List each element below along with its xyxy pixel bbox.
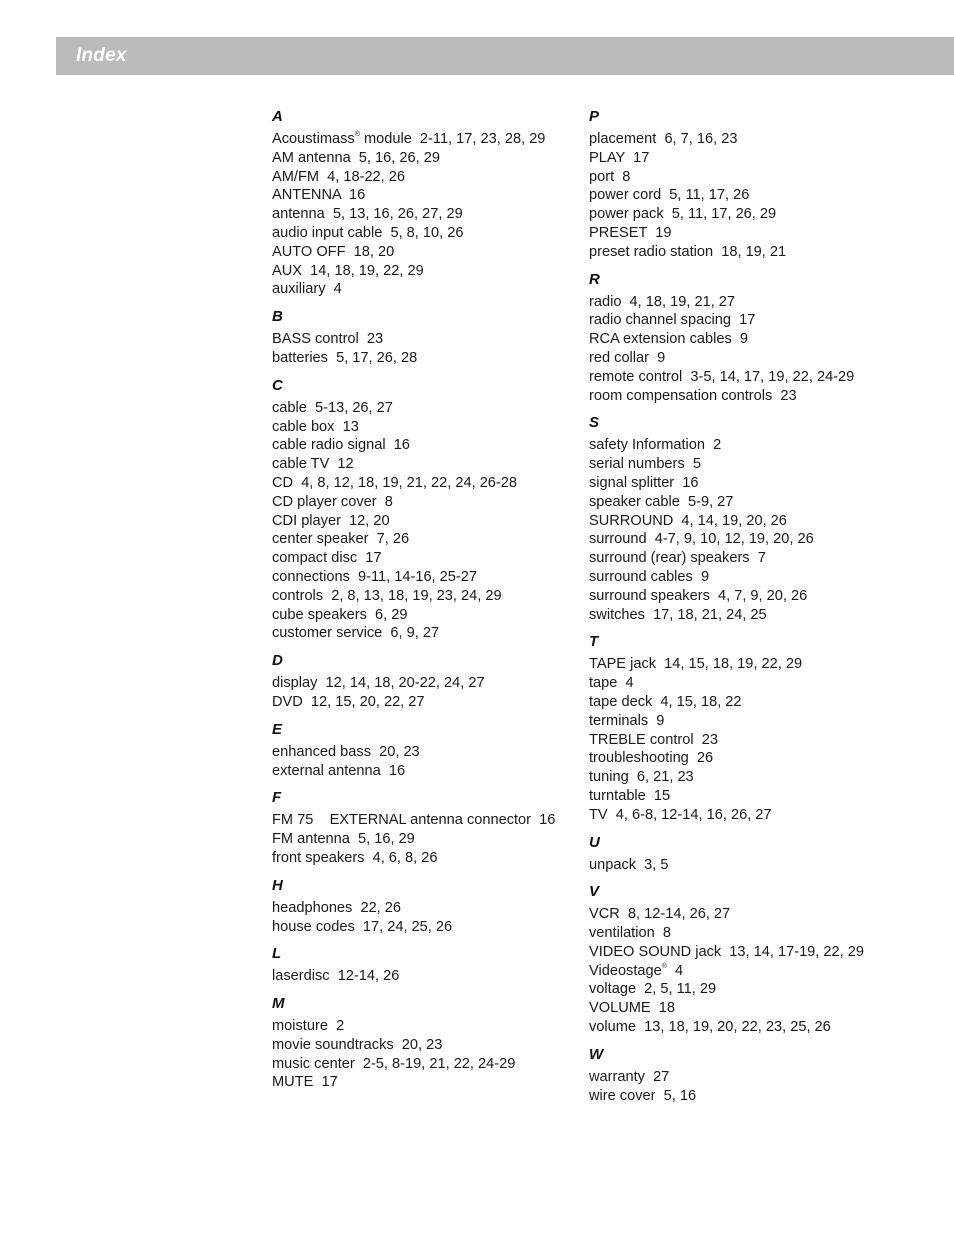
index-entry: front speakers 4, 6, 8, 26 (272, 849, 438, 866)
index-section-m (272, 995, 582, 1092)
index-entry: VIDEO SOUND jack 13, 14, 17-19, 22, 29 (589, 943, 864, 960)
index-entry: enhanced bass 20, 23 (272, 743, 420, 760)
section-letter: B (272, 308, 283, 326)
index-section-b (272, 308, 582, 368)
section-letter: E (272, 720, 283, 738)
index-entry: moisture 2 (272, 1018, 345, 1035)
index-section-c (272, 377, 582, 643)
index-entry: headphones 22, 26 (272, 899, 402, 916)
index-entry: auxiliary 4 (272, 281, 342, 298)
section-letter: L (272, 945, 282, 963)
index-entry: tuning 6, 21, 23 (589, 769, 694, 786)
page-title: Index (76, 45, 127, 66)
index-entry: TAPE jack 14, 15, 18, 19, 22, 29 (589, 656, 803, 673)
index-entry: unpack 3, 5 (589, 856, 669, 873)
index-entry: terminals 9 (589, 712, 665, 729)
index-entry: ANTENNA 16 (272, 187, 366, 204)
section-letter: R (589, 270, 600, 288)
index-entry: turntable 15 (589, 787, 671, 804)
index-entry: serial numbers 5 (589, 456, 701, 473)
section-letter: F (272, 789, 282, 807)
index-entry: laserdisc 12-14, 26 (272, 968, 400, 985)
index-entry: cable box 13 (272, 418, 359, 435)
index-entry: power cord 5, 11, 17, 26 (589, 187, 750, 204)
index-section-e (272, 721, 582, 781)
index-entry: antenna 5, 13, 16, 26, 27, 29 (272, 206, 463, 223)
index-section-r (589, 271, 919, 406)
index-entry: music center 2-5, 8-19, 21, 22, 24-29 (272, 1055, 516, 1072)
index-entry: TV 4, 6-8, 12-14, 16, 26, 27 (589, 806, 772, 823)
index-entry: port 8 (589, 168, 631, 185)
index-entry: Videostage® 4 (589, 962, 684, 979)
index-entry: FM antenna 5, 16, 29 (272, 831, 415, 848)
index-entry: switches 17, 18, 21, 24, 25 (589, 606, 767, 623)
index-entry: surround (rear) speakers 7 (589, 550, 766, 567)
index-entry: center speaker 7, 26 (272, 531, 410, 548)
index-section-l (272, 945, 582, 986)
index-entry: surround speakers 4, 7, 9, 20, 26 (589, 587, 808, 604)
index-entry: power pack 5, 11, 17, 26, 29 (589, 206, 777, 223)
index-entry: placement 6, 7, 16, 23 (589, 131, 738, 147)
index-entry: DVD 12, 15, 20, 22, 27 (272, 693, 425, 710)
index-entry: MUTE 17 (272, 1074, 338, 1091)
section-letter: H (272, 876, 283, 894)
index-entry: house codes 17, 24, 25, 26 (272, 918, 453, 935)
index-section-a (272, 108, 582, 299)
index-entry: speaker cable 5-9, 27 (589, 493, 734, 510)
section-letter: P (589, 108, 600, 125)
index-entry: VCR 8, 12-14, 26, 27 (589, 906, 731, 923)
section-letter: D (272, 652, 283, 670)
section-letter: U (589, 833, 600, 851)
index-entry: cable TV 12 (272, 456, 354, 473)
index-section-v (589, 883, 919, 1037)
index-entry: radio channel spacing 17 (589, 312, 756, 329)
index-entry: external antenna 16 (272, 762, 406, 779)
index-entry: TREBLE control 23 (589, 731, 718, 748)
index-section-p (589, 108, 919, 262)
section-letter: W (589, 1045, 604, 1063)
index-entry: cable radio signal 16 (272, 437, 410, 454)
index-entry: AM antenna 5, 16, 26, 29 (272, 149, 440, 166)
index-section-u (589, 834, 919, 875)
index-entry: SURROUND 4, 14, 19, 20, 26 (589, 512, 787, 529)
index-entry: remote control 3-5, 14, 17, 19, 22, 24-29 (589, 368, 855, 385)
section-letter: C (272, 376, 283, 394)
index-section-w (589, 1046, 919, 1106)
index-entry: CD player cover 8 (272, 493, 393, 510)
header-bar (56, 37, 954, 75)
index-entry: volume 13, 18, 19, 20, 22, 23, 25, 26 (589, 1019, 831, 1036)
index-entry: red collar 9 (589, 349, 666, 366)
index-entry: AUX 14, 18, 19, 22, 29 (272, 262, 424, 279)
index-entry: FM 75 EXTERNAL antenna connector 16 (272, 812, 556, 829)
index-entry: voltage 2, 5, 11, 29 (589, 981, 717, 998)
section-letter: T (589, 633, 599, 651)
index-section-s (589, 414, 919, 624)
index-entry: signal splitter 16 (589, 474, 699, 491)
index-entry: wire cover 5, 16 (589, 1087, 697, 1104)
index-entry: ventilation 8 (589, 925, 671, 942)
section-letter: A (272, 108, 283, 125)
index-entry: connections 9-11, 14-16, 25-27 (272, 568, 477, 585)
index-entry: troubleshooting 26 (589, 750, 714, 767)
index-entry: CDI player 12, 20 (272, 512, 390, 529)
index-entry: compact disc 17 (272, 550, 382, 567)
index-entry: PLAY 17 (589, 149, 650, 166)
index-entry: warranty 27 (589, 1068, 670, 1085)
index-entry: cable 5-13, 26, 27 (272, 399, 393, 416)
index-entry: customer service 6, 9, 27 (272, 625, 440, 642)
index-entry: RCA extension cables 9 (589, 331, 748, 348)
section-letter: S (589, 414, 600, 432)
index-entry: audio input cable 5, 8, 10, 26 (272, 224, 464, 241)
index-entry: PRESET 19 (589, 224, 672, 241)
index-entry: tape deck 4, 15, 18, 22 (589, 693, 742, 710)
index-entry: VOLUME 18 (589, 1000, 675, 1017)
index-entry: display 12, 14, 18, 20-22, 24, 27 (272, 675, 485, 692)
index-entry: Acoustimass® module 2-11, 17, 23, 28, 29 (272, 131, 546, 147)
index-section-h (272, 877, 582, 937)
index-section-t (589, 633, 919, 824)
index-column-left (272, 108, 582, 1101)
index-entry: radio 4, 18, 19, 21, 27 (589, 293, 736, 310)
index-entry: movie soundtracks 20, 23 (272, 1036, 443, 1053)
index-entry: AUTO OFF 18, 20 (272, 243, 395, 260)
index-entry: safety Information 2 (589, 437, 722, 454)
index-entry: BASS control 23 (272, 331, 384, 348)
index-entry: controls 2, 8, 13, 18, 19, 23, 24, 29 (272, 587, 502, 604)
index-section-f (272, 789, 582, 867)
index-entry: cube speakers 6, 29 (272, 606, 408, 623)
index-entry: preset radio station 18, 19, 21 (589, 243, 787, 260)
index-entry: surround 4-7, 9, 10, 12, 19, 20, 26 (589, 531, 814, 548)
section-letter: V (589, 883, 600, 901)
index-entry: tape 4 (589, 675, 634, 692)
index-column-right (589, 108, 919, 1114)
index-entry: batteries 5, 17, 26, 28 (272, 349, 418, 366)
index-entry: AM/FM 4, 18-22, 26 (272, 168, 406, 185)
index-entry: surround cables 9 (589, 568, 710, 585)
index-section-d (272, 652, 582, 712)
index-entry: room compensation controls 23 (589, 387, 797, 404)
section-letter: M (272, 995, 285, 1013)
index-entry: CD 4, 8, 12, 18, 19, 21, 22, 24, 26-28 (272, 474, 518, 491)
